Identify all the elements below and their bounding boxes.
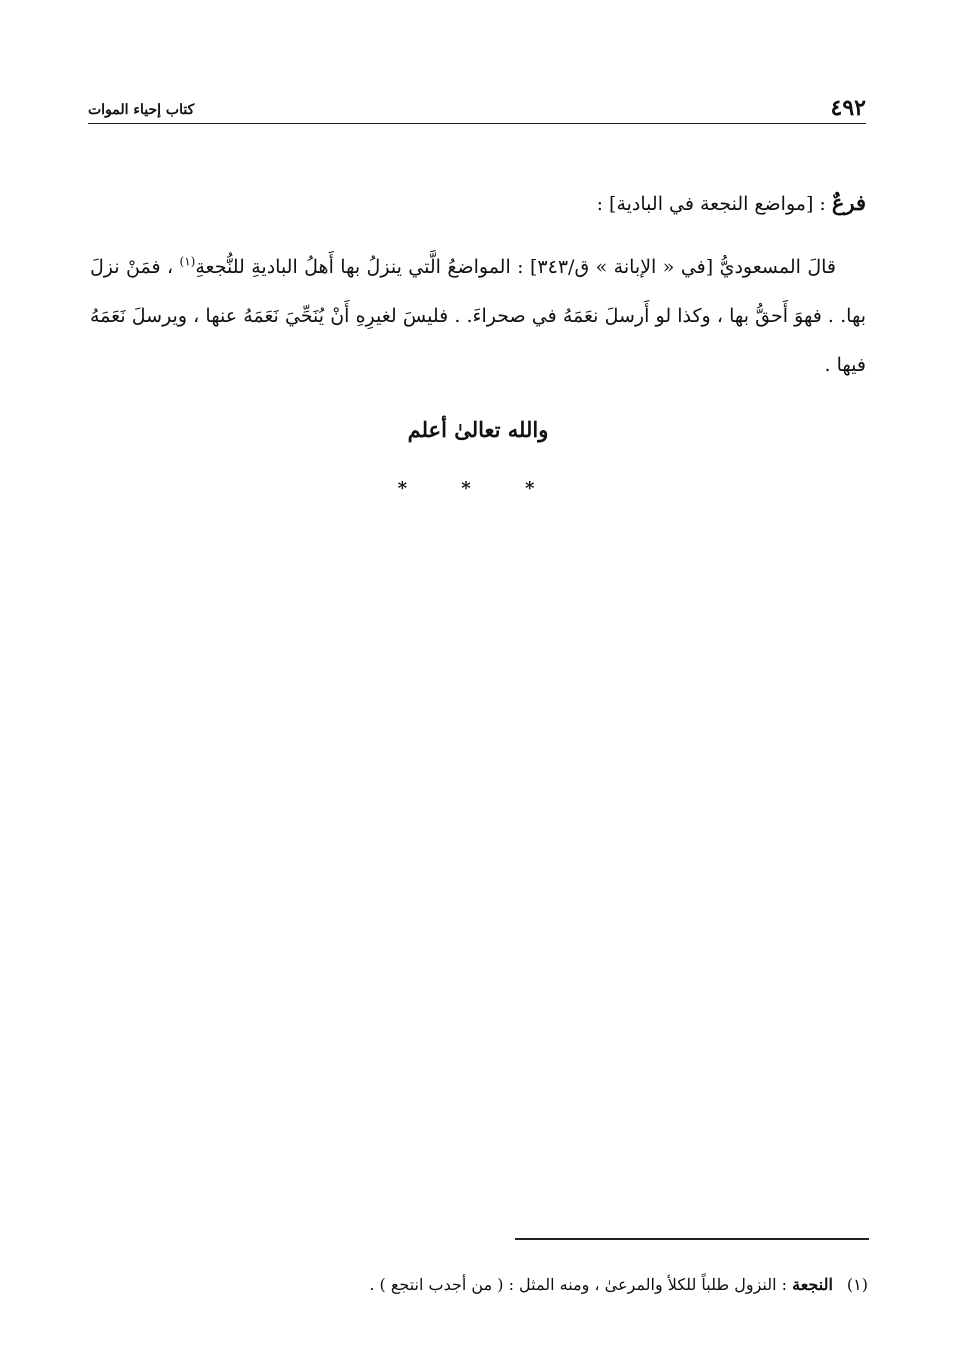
footnote-text: : النزول طلباً للكلأ والمرعىٰ ، ومنه المثل : ( من أجدب انتجع ) . <box>369 1275 793 1294</box>
paragraph-text-2: ، فمَنْ نزلَ بها. . فهوَ أَحقُّ بها ، وكذا لو أَرسلَ نعَمَهُ في صحراءَ. . فليسَ لغيرِهِ أَنْ يُنَحِّيَ نَعَمَهُ عنها ، ويرسلَ نَعَمَهُ فيها . <box>90 256 866 376</box>
closing-formula: والله تعالىٰ أعلم <box>407 417 549 442</box>
heading-title: : [مواضع النجعة في البادية] : <box>596 193 832 215</box>
footnote-rule <box>515 1238 869 1240</box>
section-separator: * * * <box>397 478 559 499</box>
header-rule <box>88 123 866 124</box>
heading-label: فرعٌ <box>831 190 866 215</box>
section-heading <box>90 178 866 229</box>
footnote-term: النجعة <box>792 1275 833 1294</box>
page-number: ٤٩٢ <box>830 95 866 121</box>
footnote <box>90 1268 868 1302</box>
main-text <box>90 178 866 390</box>
page-header <box>88 86 866 122</box>
paragraph-text-1: قالَ المسعوديُّ [في « الإبانة » ق/٣٤٣] : المواضعُ الَّتي ينزلُ بها أَهلُ الباديةِ للنُّجعةِ <box>195 256 836 278</box>
section-paragraph <box>90 243 866 390</box>
footnote-reference: (١) <box>179 254 196 269</box>
footnote-marker: (١) <box>846 1275 868 1294</box>
running-title: كتاب إحياء الموات <box>88 102 195 118</box>
